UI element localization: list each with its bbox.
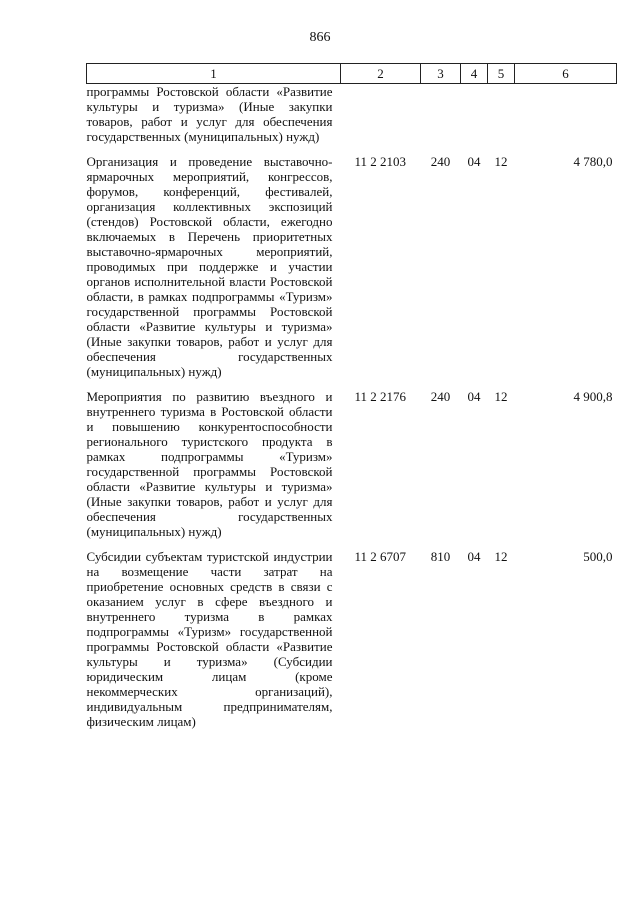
- row-target-code: 11 2 6707: [354, 549, 407, 564]
- row-section: 04: [467, 154, 481, 169]
- row-section: [461, 84, 488, 151]
- row-amount: [515, 84, 617, 151]
- page-number: 866: [309, 30, 331, 45]
- row-expense-type: 240: [430, 154, 451, 169]
- header-col-2: 2: [341, 64, 421, 84]
- table-header-row: [87, 64, 617, 84]
- row-target-code: 11 2 2176: [354, 389, 407, 404]
- row-description: Мероприятия по развитию въездного и внутреннего туризма в Ростовской области и повышению конкурентоспособности регионального туристского продукта в рамках подпрограммы «Туризм» государственной программы Ростовской области «Развитие культуры и туризма» (Иные закупки товаров, работ и услуг для обеспечения государственных (муниципальных) нужд): [86, 389, 333, 539]
- table-row: [87, 84, 617, 151]
- row-description: Субсидии субъектам туристской индустрии на возмещение части затрат на приобретение основных средств в связи с оказанием услуг в сфере въездного и внутреннего туризма в рамках подпрограммы «Туризм» государственной программы Ростовской области «Развитие культуры и туризма» (Субсидии юридическим лицам (кроме некоммерческих организаций), индивидуальным предпринимателям, физическим лицам): [86, 549, 333, 729]
- row-subsection: 12: [494, 154, 508, 169]
- row-section: 04: [467, 549, 481, 564]
- table-row: [87, 385, 617, 545]
- row-amount: 4 780,0: [573, 154, 613, 169]
- row-expense-type: 240: [430, 389, 451, 404]
- row-expense-type: 810: [430, 549, 451, 564]
- row-amount: 4 900,8: [573, 389, 613, 404]
- row-description: Организация и проведение выставочно-ярмарочных мероприятий, конгрессов, форумов, конференций, фестивалей, организация коллективных экспозиций (стендов) Ростовской области, ежегодно включаемых в Перечень приоритетных выставочно-ярмарочных мероприятий, проводимых при поддержке и участии органов исполнительной власти Ростовской области, в рамках подпрограммы «Туризм» государственной программы Ростовской области «Развитие культуры и туризма» (Иные закупки товаров, работ и услуг для обеспечения государственных (муниципальных) нужд): [86, 154, 333, 379]
- table-row: [87, 545, 617, 735]
- row-target-code: [341, 84, 421, 151]
- row-amount: 500,0: [583, 549, 613, 564]
- row-section: 04: [467, 389, 481, 404]
- row-subsection: 12: [494, 389, 508, 404]
- header-col-4: 4: [461, 64, 488, 84]
- row-target-code: 11 2 2103: [354, 154, 407, 169]
- header-col-6: 6: [515, 64, 617, 84]
- header-col-3: 3: [421, 64, 461, 84]
- row-subsection: [488, 84, 515, 151]
- budget-table: [86, 63, 617, 735]
- header-col-1: 1: [87, 64, 341, 84]
- row-subsection: 12: [494, 549, 508, 564]
- row-description: программы Ростовской области «Развитие культуры и туризма» (Иные закупки товаров, работ и услуг для обеспечения государственных (муниципальных) нужд): [86, 84, 333, 144]
- row-expense-type: [421, 84, 461, 151]
- header-col-5: 5: [488, 64, 515, 84]
- table-row: [87, 150, 617, 385]
